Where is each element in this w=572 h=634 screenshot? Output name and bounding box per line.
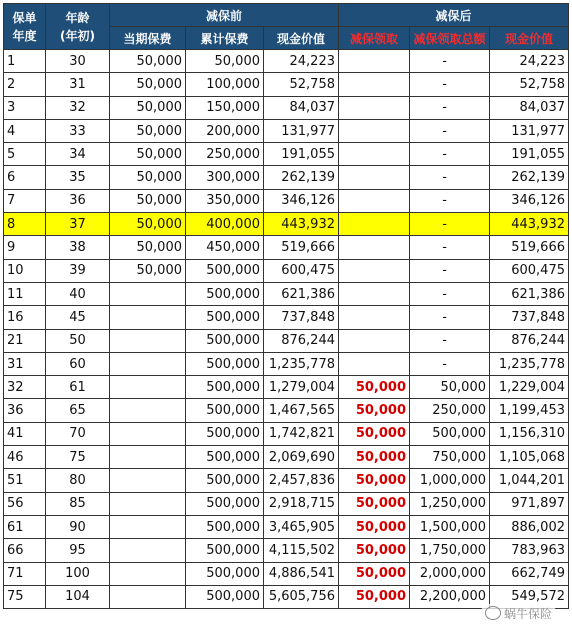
table-body — [4, 50, 569, 609]
cell-cash-value-after: 600,475 — [490, 259, 569, 282]
cell-premium: 50,000 — [110, 50, 186, 73]
cell-age: 45 — [46, 306, 110, 329]
cell-policy-year: 8 — [4, 213, 46, 236]
cell-cash-value-before: 131,977 — [264, 119, 339, 142]
header-age-line1: 年龄 — [65, 10, 90, 25]
cell-age: 32 — [46, 96, 110, 119]
cell-policy-year: 5 — [4, 143, 46, 166]
cell-age: 104 — [46, 585, 110, 608]
cell-cash-value-after: 1,199,453 — [490, 399, 569, 422]
cell-policy-year: 32 — [4, 376, 46, 399]
cell-policy-year: 9 — [4, 236, 46, 259]
table-row — [4, 539, 569, 562]
cell-age: 37 — [46, 213, 110, 236]
cell-withdrawal-total: 1,500,000 — [410, 515, 490, 538]
cell-withdrawal-total: 1,250,000 — [410, 492, 490, 515]
watermark-text: 蜗牛保险 — [504, 607, 553, 621]
header-withdrawal-total: 减保领取总额 — [410, 27, 490, 50]
cell-cash-value-after: 1,105,068 — [490, 446, 569, 469]
cell-policy-year: 71 — [4, 562, 46, 585]
cell-withdrawal: 50,000 — [339, 469, 410, 492]
cell-cumulative-premium: 500,000 — [186, 352, 264, 375]
cell-cash-value-after: 1,156,310 — [490, 422, 569, 445]
cell-cash-value-before: 5,605,756 — [264, 585, 339, 608]
table-row — [4, 282, 569, 305]
cell-cash-value-before: 600,475 — [264, 259, 339, 282]
cell-cash-value-before: 1,279,004 — [264, 376, 339, 399]
cell-premium: 50,000 — [110, 119, 186, 142]
cell-cash-value-before: 443,932 — [264, 213, 339, 236]
cell-age: 65 — [46, 399, 110, 422]
cell-policy-year: 3 — [4, 96, 46, 119]
cell-cash-value-after: 131,977 — [490, 119, 569, 142]
cell-premium — [110, 329, 186, 352]
cell-policy-year: 2 — [4, 73, 46, 96]
cell-cash-value-after: 84,037 — [490, 96, 569, 119]
cell-cash-value-after: 519,666 — [490, 236, 569, 259]
cell-premium: 50,000 — [110, 189, 186, 212]
cell-policy-year: 46 — [4, 446, 46, 469]
cell-premium — [110, 585, 186, 608]
cell-cumulative-premium: 500,000 — [186, 469, 264, 492]
cell-age: 85 — [46, 492, 110, 515]
cell-age: 90 — [46, 515, 110, 538]
cell-withdrawal: 50,000 — [339, 376, 410, 399]
header-age-line2: (年初) — [60, 28, 95, 43]
cell-cumulative-premium: 100,000 — [186, 73, 264, 96]
table-row — [4, 515, 569, 538]
cell-withdrawal-total: 750,000 — [410, 446, 490, 469]
cell-cash-value-before: 1,235,778 — [264, 352, 339, 375]
header-group-before: 减保前 — [110, 4, 339, 27]
cell-policy-year: 66 — [4, 539, 46, 562]
cell-cash-value-before: 2,069,690 — [264, 446, 339, 469]
cell-age: 35 — [46, 166, 110, 189]
wechat-icon — [485, 606, 501, 620]
table-row — [4, 189, 569, 212]
cell-cumulative-premium: 500,000 — [186, 282, 264, 305]
cell-policy-year: 6 — [4, 166, 46, 189]
header-withdrawal: 减保领取 — [339, 27, 410, 50]
cell-policy-year: 11 — [4, 282, 46, 305]
cell-cash-value-after: 549,572 — [490, 585, 569, 608]
cell-age: 70 — [46, 422, 110, 445]
cell-age: 31 — [46, 73, 110, 96]
cell-withdrawal: 50,000 — [339, 562, 410, 585]
cell-age: 75 — [46, 446, 110, 469]
cell-withdrawal — [339, 73, 410, 96]
cell-withdrawal-total: - — [410, 236, 490, 259]
cell-premium: 50,000 — [110, 143, 186, 166]
cell-policy-year: 61 — [4, 515, 46, 538]
cell-cumulative-premium: 300,000 — [186, 166, 264, 189]
cell-age: 61 — [46, 376, 110, 399]
cell-cumulative-premium: 400,000 — [186, 213, 264, 236]
cell-cash-value-after: 1,229,004 — [490, 376, 569, 399]
cell-premium — [110, 422, 186, 445]
cell-withdrawal — [339, 282, 410, 305]
cell-withdrawal-total: - — [410, 189, 490, 212]
cell-withdrawal: 50,000 — [339, 492, 410, 515]
cell-withdrawal-total: - — [410, 352, 490, 375]
cell-cash-value-before: 2,457,836 — [264, 469, 339, 492]
cell-cash-value-before: 621,386 — [264, 282, 339, 305]
cell-cumulative-premium: 500,000 — [186, 492, 264, 515]
cell-withdrawal — [339, 236, 410, 259]
cell-premium: 50,000 — [110, 166, 186, 189]
header-policy-year — [4, 4, 46, 50]
cell-withdrawal — [339, 166, 410, 189]
cell-premium — [110, 282, 186, 305]
cell-cash-value-before: 1,467,565 — [264, 399, 339, 422]
cell-cumulative-premium: 150,000 — [186, 96, 264, 119]
cell-premium — [110, 562, 186, 585]
cell-cash-value-after: 346,126 — [490, 189, 569, 212]
header-cash-value-after: 现金价值 — [490, 27, 569, 50]
cell-cash-value-after: 52,758 — [490, 73, 569, 96]
table-row — [4, 73, 569, 96]
cell-withdrawal-total: - — [410, 73, 490, 96]
cell-withdrawal-total: - — [410, 213, 490, 236]
cell-withdrawal-total: 2,000,000 — [410, 562, 490, 585]
cell-premium: 50,000 — [110, 96, 186, 119]
cell-cash-value-after: 876,244 — [490, 329, 569, 352]
cell-policy-year: 1 — [4, 50, 46, 73]
table-row — [4, 143, 569, 166]
cell-age: 80 — [46, 469, 110, 492]
cell-premium — [110, 469, 186, 492]
cell-cash-value-before: 346,126 — [264, 189, 339, 212]
cell-premium — [110, 352, 186, 375]
cell-cumulative-premium: 500,000 — [186, 329, 264, 352]
cell-cumulative-premium: 500,000 — [186, 376, 264, 399]
cell-cash-value-before: 1,742,821 — [264, 422, 339, 445]
cell-cumulative-premium: 500,000 — [186, 259, 264, 282]
table-row — [4, 96, 569, 119]
cell-cash-value-before: 737,848 — [264, 306, 339, 329]
cell-withdrawal — [339, 143, 410, 166]
cell-cash-value-after: 443,932 — [490, 213, 569, 236]
cell-age: 36 — [46, 189, 110, 212]
cell-policy-year: 10 — [4, 259, 46, 282]
insurance-table-container — [3, 3, 568, 609]
header-policy-year-line1: 保单 — [12, 10, 37, 25]
cell-cash-value-after: 737,848 — [490, 306, 569, 329]
table-row — [4, 352, 569, 375]
cell-premium — [110, 515, 186, 538]
header-group-after: 减保后 — [339, 4, 569, 27]
cell-cash-value-after: 191,055 — [490, 143, 569, 166]
cell-policy-year: 41 — [4, 422, 46, 445]
cell-cumulative-premium: 500,000 — [186, 306, 264, 329]
header-age — [46, 4, 110, 50]
cell-premium — [110, 306, 186, 329]
cell-cash-value-after: 1,235,778 — [490, 352, 569, 375]
cell-withdrawal: 50,000 — [339, 585, 410, 608]
cell-cash-value-before: 52,758 — [264, 73, 339, 96]
cell-cumulative-premium: 500,000 — [186, 562, 264, 585]
cell-withdrawal-total: - — [410, 329, 490, 352]
cell-withdrawal — [339, 189, 410, 212]
table-row — [4, 259, 569, 282]
cell-cumulative-premium: 500,000 — [186, 399, 264, 422]
cell-age: 60 — [46, 352, 110, 375]
cell-age: 39 — [46, 259, 110, 282]
cell-cash-value-before: 2,918,715 — [264, 492, 339, 515]
table-row — [4, 469, 569, 492]
cell-premium — [110, 399, 186, 422]
header-policy-year-line2: 年度 — [12, 28, 37, 43]
cell-cumulative-premium: 500,000 — [186, 585, 264, 608]
cell-cash-value-before: 876,244 — [264, 329, 339, 352]
cell-age: 95 — [46, 539, 110, 562]
table-row — [4, 166, 569, 189]
cell-cash-value-after: 886,002 — [490, 515, 569, 538]
cell-cash-value-before: 262,139 — [264, 166, 339, 189]
cell-cash-value-after: 262,139 — [490, 166, 569, 189]
cell-age: 38 — [46, 236, 110, 259]
cell-withdrawal-total: - — [410, 166, 490, 189]
cell-premium — [110, 492, 186, 515]
cell-premium — [110, 446, 186, 469]
table-row — [4, 306, 569, 329]
cell-withdrawal — [339, 213, 410, 236]
cell-cash-value-after: 971,897 — [490, 492, 569, 515]
table-row — [4, 50, 569, 73]
cell-withdrawal — [339, 96, 410, 119]
cell-age: 33 — [46, 119, 110, 142]
table-row — [4, 213, 569, 236]
cell-withdrawal-total: 1,750,000 — [410, 539, 490, 562]
header-cumulative-premium: 累计保费 — [186, 27, 264, 50]
cell-age: 34 — [46, 143, 110, 166]
cell-cumulative-premium: 450,000 — [186, 236, 264, 259]
cell-cash-value-before: 191,055 — [264, 143, 339, 166]
cell-age: 30 — [46, 50, 110, 73]
cell-cash-value-before: 519,666 — [264, 236, 339, 259]
cell-cumulative-premium: 500,000 — [186, 515, 264, 538]
table-row — [4, 446, 569, 469]
cell-withdrawal — [339, 352, 410, 375]
cell-withdrawal-total: - — [410, 96, 490, 119]
cell-cash-value-after: 1,044,201 — [490, 469, 569, 492]
cell-withdrawal-total: - — [410, 50, 490, 73]
cell-withdrawal-total: 1,000,000 — [410, 469, 490, 492]
cell-cumulative-premium: 50,000 — [186, 50, 264, 73]
cell-withdrawal — [339, 259, 410, 282]
header-premium: 当期保费 — [110, 27, 186, 50]
cell-age: 40 — [46, 282, 110, 305]
cell-withdrawal-total: - — [410, 143, 490, 166]
cell-premium — [110, 539, 186, 562]
cell-policy-year: 75 — [4, 585, 46, 608]
cell-cash-value-before: 84,037 — [264, 96, 339, 119]
cell-withdrawal: 50,000 — [339, 422, 410, 445]
cell-premium: 50,000 — [110, 236, 186, 259]
cell-withdrawal-total: 50,000 — [410, 376, 490, 399]
cell-cash-value-after: 662,749 — [490, 562, 569, 585]
cell-age: 100 — [46, 562, 110, 585]
cell-premium: 50,000 — [110, 259, 186, 282]
cell-withdrawal-total: - — [410, 306, 490, 329]
table-row — [4, 236, 569, 259]
table-row — [4, 119, 569, 142]
cell-cash-value-after: 24,223 — [490, 50, 569, 73]
cell-withdrawal — [339, 119, 410, 142]
table-row — [4, 422, 569, 445]
cell-withdrawal-total: - — [410, 259, 490, 282]
cell-cash-value-after: 621,386 — [490, 282, 569, 305]
cell-withdrawal — [339, 329, 410, 352]
cell-withdrawal-total: 500,000 — [410, 422, 490, 445]
cell-age: 50 — [46, 329, 110, 352]
cell-premium: 50,000 — [110, 73, 186, 96]
cell-cash-value-before: 24,223 — [264, 50, 339, 73]
cell-withdrawal — [339, 50, 410, 73]
cell-withdrawal: 50,000 — [339, 515, 410, 538]
cell-cumulative-premium: 500,000 — [186, 446, 264, 469]
cell-cumulative-premium: 250,000 — [186, 143, 264, 166]
watermark — [481, 604, 556, 623]
cell-cumulative-premium: 200,000 — [186, 119, 264, 142]
table-header — [4, 4, 569, 50]
cell-withdrawal — [339, 306, 410, 329]
cell-withdrawal: 50,000 — [339, 539, 410, 562]
cell-policy-year: 16 — [4, 306, 46, 329]
cell-cash-value-after: 783,963 — [490, 539, 569, 562]
cell-cash-value-before: 4,115,502 — [264, 539, 339, 562]
cell-cumulative-premium: 500,000 — [186, 539, 264, 562]
cell-cash-value-before: 4,886,541 — [264, 562, 339, 585]
table-row — [4, 562, 569, 585]
cell-policy-year: 4 — [4, 119, 46, 142]
header-cash-value-before: 现金价值 — [264, 27, 339, 50]
cell-premium: 50,000 — [110, 213, 186, 236]
cell-withdrawal-total: 250,000 — [410, 399, 490, 422]
cell-withdrawal-total: 2,200,000 — [410, 585, 490, 608]
policy-value-table — [3, 3, 569, 609]
table-row — [4, 376, 569, 399]
cell-cash-value-before: 3,465,905 — [264, 515, 339, 538]
cell-policy-year: 56 — [4, 492, 46, 515]
cell-policy-year: 21 — [4, 329, 46, 352]
cell-policy-year: 36 — [4, 399, 46, 422]
cell-withdrawal-total: - — [410, 282, 490, 305]
cell-withdrawal-total: - — [410, 119, 490, 142]
cell-policy-year: 31 — [4, 352, 46, 375]
cell-withdrawal: 50,000 — [339, 399, 410, 422]
cell-policy-year: 7 — [4, 189, 46, 212]
cell-withdrawal: 50,000 — [339, 446, 410, 469]
cell-policy-year: 51 — [4, 469, 46, 492]
cell-premium — [110, 376, 186, 399]
cell-cumulative-premium: 500,000 — [186, 422, 264, 445]
table-row — [4, 492, 569, 515]
table-row — [4, 329, 569, 352]
cell-cumulative-premium: 350,000 — [186, 189, 264, 212]
table-row — [4, 399, 569, 422]
